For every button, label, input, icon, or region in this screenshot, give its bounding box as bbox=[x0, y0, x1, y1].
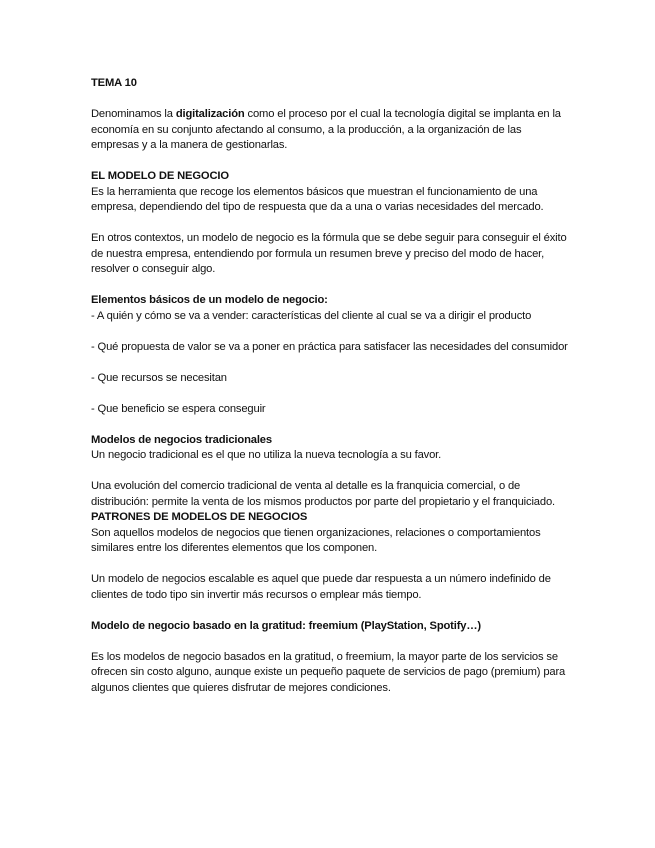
modelo-paragraph-2: En otros contextos, un modelo de negocio es la fórmula que se debe seguir para conseguir el éxito de nuestra empresa, entendiendo por formula un resumen breve y preciso del modo de hacer, resolver o conseguir algo. bbox=[91, 232, 567, 275]
spacer bbox=[91, 278, 571, 294]
spacer bbox=[91, 386, 571, 402]
patrones-paragraph-1: Son aquellos modelos de negocios que tienen organizaciones, relaciones o comportamientos similares entre los diferentes elementos que los componen. bbox=[91, 526, 541, 554]
tradicionales-heading: Modelos de negocios tradicionales bbox=[91, 433, 272, 446]
intro-text-start: Denominamos la bbox=[91, 108, 176, 120]
intro-paragraph bbox=[91, 107, 571, 154]
spacer bbox=[91, 355, 571, 371]
elementos-item: - Qué propuesta de valor se va a poner en práctica para satisfacer las necesidades del consumidor bbox=[91, 340, 568, 353]
patrones-heading: PATRONES DE MODELOS DE NEGOCIOS bbox=[91, 511, 308, 523]
intro-text-end: como el proceso por el cual la tecnología digital se implanta en la economía en su conjunto afectando al consumo, a la producción, a la organización de las empresas y a la manera de gestionarlas. bbox=[91, 108, 561, 151]
spacer bbox=[91, 464, 571, 480]
document-page bbox=[91, 76, 571, 696]
spacer bbox=[91, 417, 571, 433]
intro-keyword: digitalización bbox=[175, 108, 245, 120]
elementos-heading: Elementos básicos de un modelo de negocio: bbox=[91, 294, 328, 306]
spacer bbox=[91, 92, 571, 108]
patrones-paragraph-2: Un modelo de negocios escalable es aquel que puede dar respuesta a un número indefinido de clientes de todo tipo sin invertir más recursos o emplear más tiempo. bbox=[91, 573, 551, 601]
modelo-paragraph-1: Es la herramienta que recoge los elementos básicos que muestran el funcionamiento de una empresa, dependiendo del tipo de respuesta que da a una o varias necesidades del mercado. bbox=[91, 185, 544, 213]
spacer bbox=[91, 324, 571, 340]
modelo-heading: EL MODELO DE NEGOCIO bbox=[91, 170, 229, 182]
elementos-item: - A quién y cómo se va a vender: características del cliente al cual se va a dirigir el producto bbox=[91, 309, 532, 322]
freemium-paragraph: Es los modelos de negocio basados en la gratitud, o freemium, la mayor parte de los servicios se ofrecen sin costo alguno, aunque existe un pequeño paquete de servicios de pago (premium) para algunos clientes que quieres disfrutar de mejores condiciones. bbox=[91, 650, 566, 694]
spacer bbox=[91, 216, 571, 232]
freemium-heading: Modelo de negocio basado en la gratitud: freemium (PlayStation, Spotify…) bbox=[91, 619, 481, 632]
spacer bbox=[91, 603, 571, 619]
document-title: TEMA 10 bbox=[91, 77, 137, 89]
tradicionales-paragraph-2: Una evolución del comercio tradicional de venta al detalle es la franquicia comercial, o de distribución: permite la venta de los mismos productos por parte del propietario y el franquiciado. bbox=[91, 480, 555, 508]
spacer bbox=[91, 154, 571, 170]
elementos-item: - Que beneficio se espera conseguir bbox=[91, 402, 266, 415]
tradicionales-paragraph-1: Un negocio tradicional es el que no utiliza la nueva tecnología a su favor. bbox=[91, 449, 442, 461]
spacer bbox=[91, 557, 571, 573]
elementos-item: - Que recursos se necesitan bbox=[91, 371, 227, 384]
spacer bbox=[91, 634, 571, 650]
